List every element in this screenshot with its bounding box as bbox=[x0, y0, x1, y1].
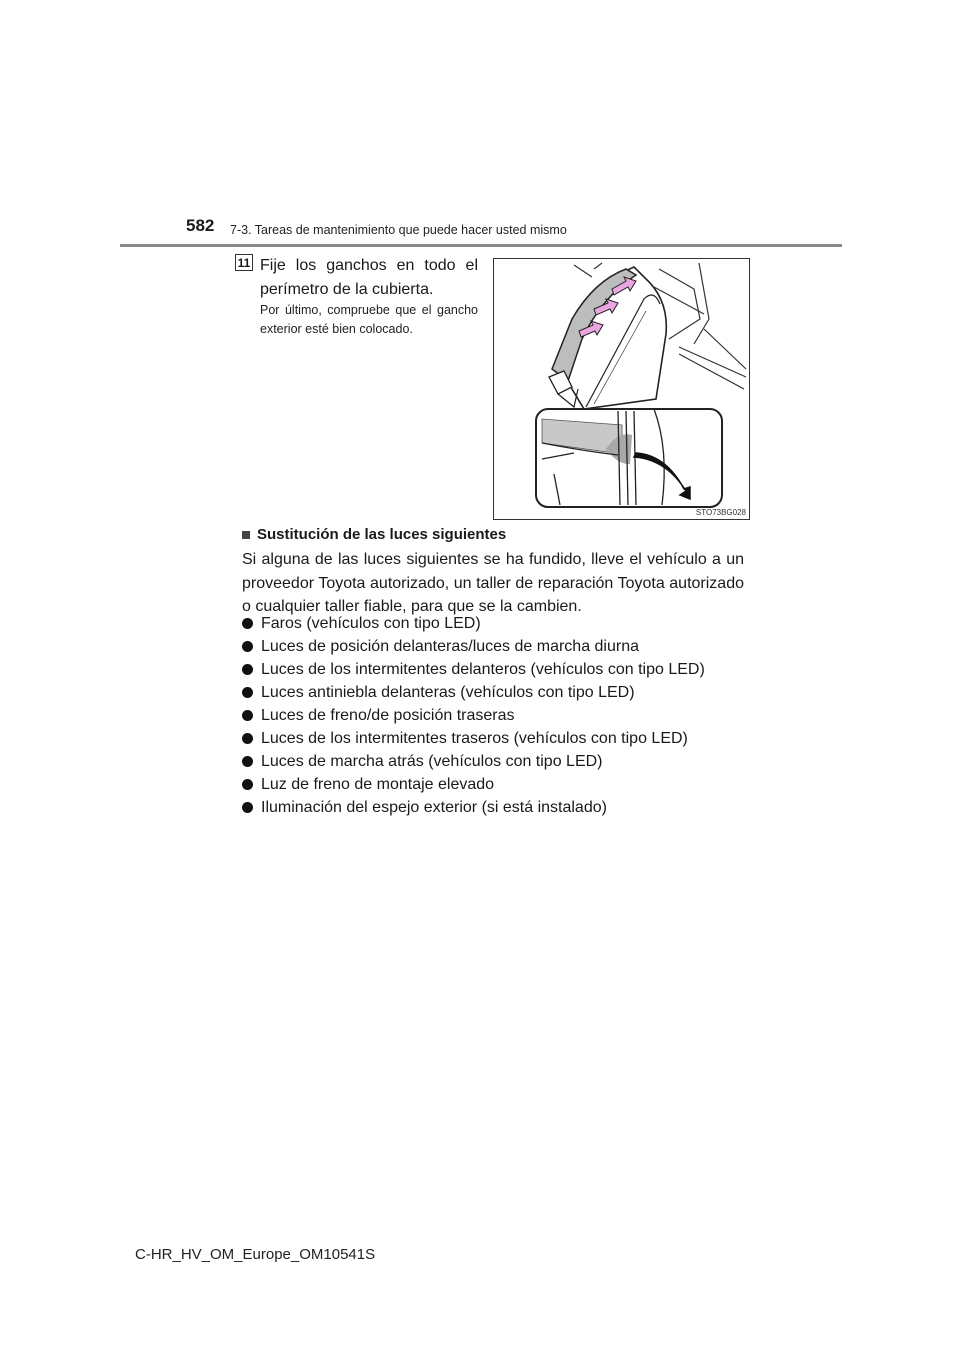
page-number: 582 bbox=[186, 216, 215, 235]
square-bullet-icon bbox=[242, 531, 250, 539]
step-note: Por último, compruebe que el gancho exterior esté bien colocado. bbox=[260, 303, 478, 336]
list-item: Iluminación del espejo exterior (si está instalado) bbox=[242, 796, 705, 819]
step-number-badge: 11 bbox=[235, 254, 253, 271]
bullet-dot-icon bbox=[242, 756, 253, 767]
detail-inset bbox=[536, 409, 722, 507]
bullet-dot-icon bbox=[242, 779, 253, 790]
section-title-text: Sustitución de las luces siguientes bbox=[257, 526, 507, 543]
list-item: Luces de los intermitentes traseros (vehículos con tipo LED) bbox=[242, 727, 705, 750]
list-item: Luces antiniebla delanteras (vehículos con tipo LED) bbox=[242, 681, 705, 704]
list-item: Luces de posición delanteras/luces de marcha diurna bbox=[242, 635, 705, 658]
section-body: Si alguna de las luces siguientes se ha fundido, lleve el vehículo a un proveedor Toyota autorizado, un taller de reparación Toyota autorizado o cualquier taller fiable, para que se la cambien. bbox=[242, 551, 744, 615]
header-rule bbox=[120, 244, 842, 247]
section-title bbox=[242, 526, 506, 543]
list-item: Faros (vehículos con tipo LED) bbox=[242, 612, 705, 635]
bullet-dot-icon bbox=[242, 802, 253, 813]
bullet-dot-icon bbox=[242, 641, 253, 652]
list-item: Luces de freno/de posición traseras bbox=[242, 704, 705, 727]
bullet-dot-icon bbox=[242, 733, 253, 744]
bullet-dot-icon bbox=[242, 618, 253, 629]
section-header: 7-3. Tareas de mantenimiento que puede hacer usted mismo bbox=[230, 223, 567, 237]
list-item: Luces de marcha atrás (vehículos con tipo LED) bbox=[242, 750, 705, 773]
list-item: Luz de freno de montaje elevado bbox=[242, 773, 705, 796]
footer-document-code: C-HR_HV_OM_Europe_OM10541S bbox=[135, 1246, 376, 1263]
lights-list bbox=[242, 612, 705, 819]
mirror-drawing bbox=[494, 259, 749, 519]
step-instruction: Fije los ganchos en todo el perímetro de la cubierta. bbox=[260, 257, 478, 298]
bullet-dot-icon bbox=[242, 664, 253, 675]
bullet-dot-icon bbox=[242, 710, 253, 721]
bullet-dot-icon bbox=[242, 687, 253, 698]
figure-code: STO73BG028 bbox=[695, 508, 746, 517]
list-item: Luces de los intermitentes delanteros (vehículos con tipo LED) bbox=[242, 658, 705, 681]
mirror-cover-illustration bbox=[493, 258, 750, 520]
